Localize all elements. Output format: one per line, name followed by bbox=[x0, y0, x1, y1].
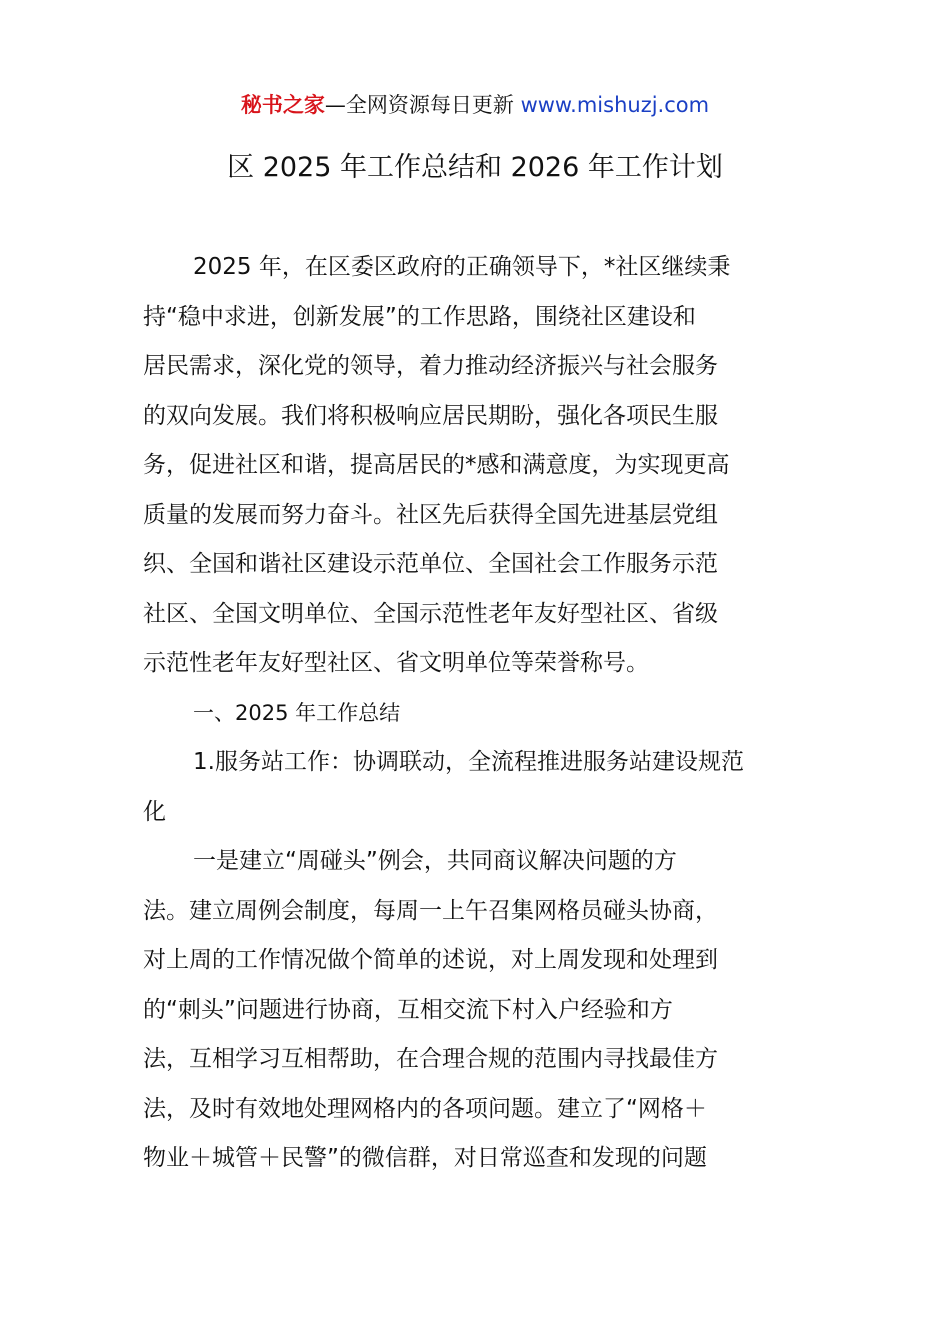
paragraph-line: 法。建立周例会制度，每周一上午召集网格员碰头协商， bbox=[143, 897, 718, 924]
paragraph-line: 法，及时有效地处理网格内的各项问题。建立了“网格＋ bbox=[143, 1095, 707, 1122]
paragraph-line: 一是建立“周碰头”例会，共同商议解决问题的方 bbox=[193, 848, 677, 874]
site-header bbox=[0, 88, 950, 122]
section-heading: 一、2025 年工作总结 bbox=[193, 700, 401, 725]
header-tagline: —全网资源每日更新 bbox=[324, 93, 521, 117]
paragraph-line: 织、全国和谐社区建设示范单位、全国社会工作服务示范 bbox=[143, 551, 718, 577]
paragraph-line: 的双向发展。我们将积极响应居民期盼，强化各项民生服 bbox=[143, 402, 718, 429]
paragraph-line: 物业＋城管＋民警”的微信群，对日常巡查和发现的问题 bbox=[143, 1145, 707, 1171]
document-body bbox=[143, 243, 811, 1184]
paragraph-line: 2025 年，在区委区政府的正确领导下，*社区继续秉 bbox=[193, 254, 731, 280]
paragraph-line: 务，促进社区和谐，提高居民的*感和满意度，为实现更高 bbox=[143, 452, 730, 478]
paragraph-line: 的“刺头”问题进行协商，互相交流下村入户经验和方 bbox=[143, 996, 673, 1023]
subsection-heading-continued: 化 bbox=[143, 798, 166, 825]
paragraph-line: 示范性老年友好型社区、省文明单位等荣誉称号。 bbox=[143, 650, 649, 676]
paragraph-line: 质量的发展而努力奋斗。社区先后获得全国先进基层党组 bbox=[143, 501, 718, 528]
paragraph-line: 对上周的工作情况做个简单的述说，对上周发现和处理到 bbox=[143, 947, 718, 973]
paragraph-line: 法，互相学习互相帮助，在合理合规的范围内寻找最佳方 bbox=[143, 1046, 718, 1072]
brand-name: 秘书之家 bbox=[240, 93, 325, 117]
paragraph-line: 持“稳中求进，创新发展”的工作思路，围绕社区建设和 bbox=[143, 303, 696, 330]
site-url: www.mishuzj.com bbox=[520, 93, 710, 117]
paragraph-line: 居民需求，深化党的领导，着力推动经济振兴与社会服务 bbox=[143, 353, 718, 379]
document-title: 区 2025 年工作总结和 2026 年工作计划 bbox=[227, 152, 723, 183]
paragraph-line: 社区、全国文明单位、全国示范性老年友好型社区、省级 bbox=[143, 600, 718, 627]
subsection-heading: 1.服务站工作：协调联动，全流程推进服务站建设规范 bbox=[193, 749, 744, 775]
